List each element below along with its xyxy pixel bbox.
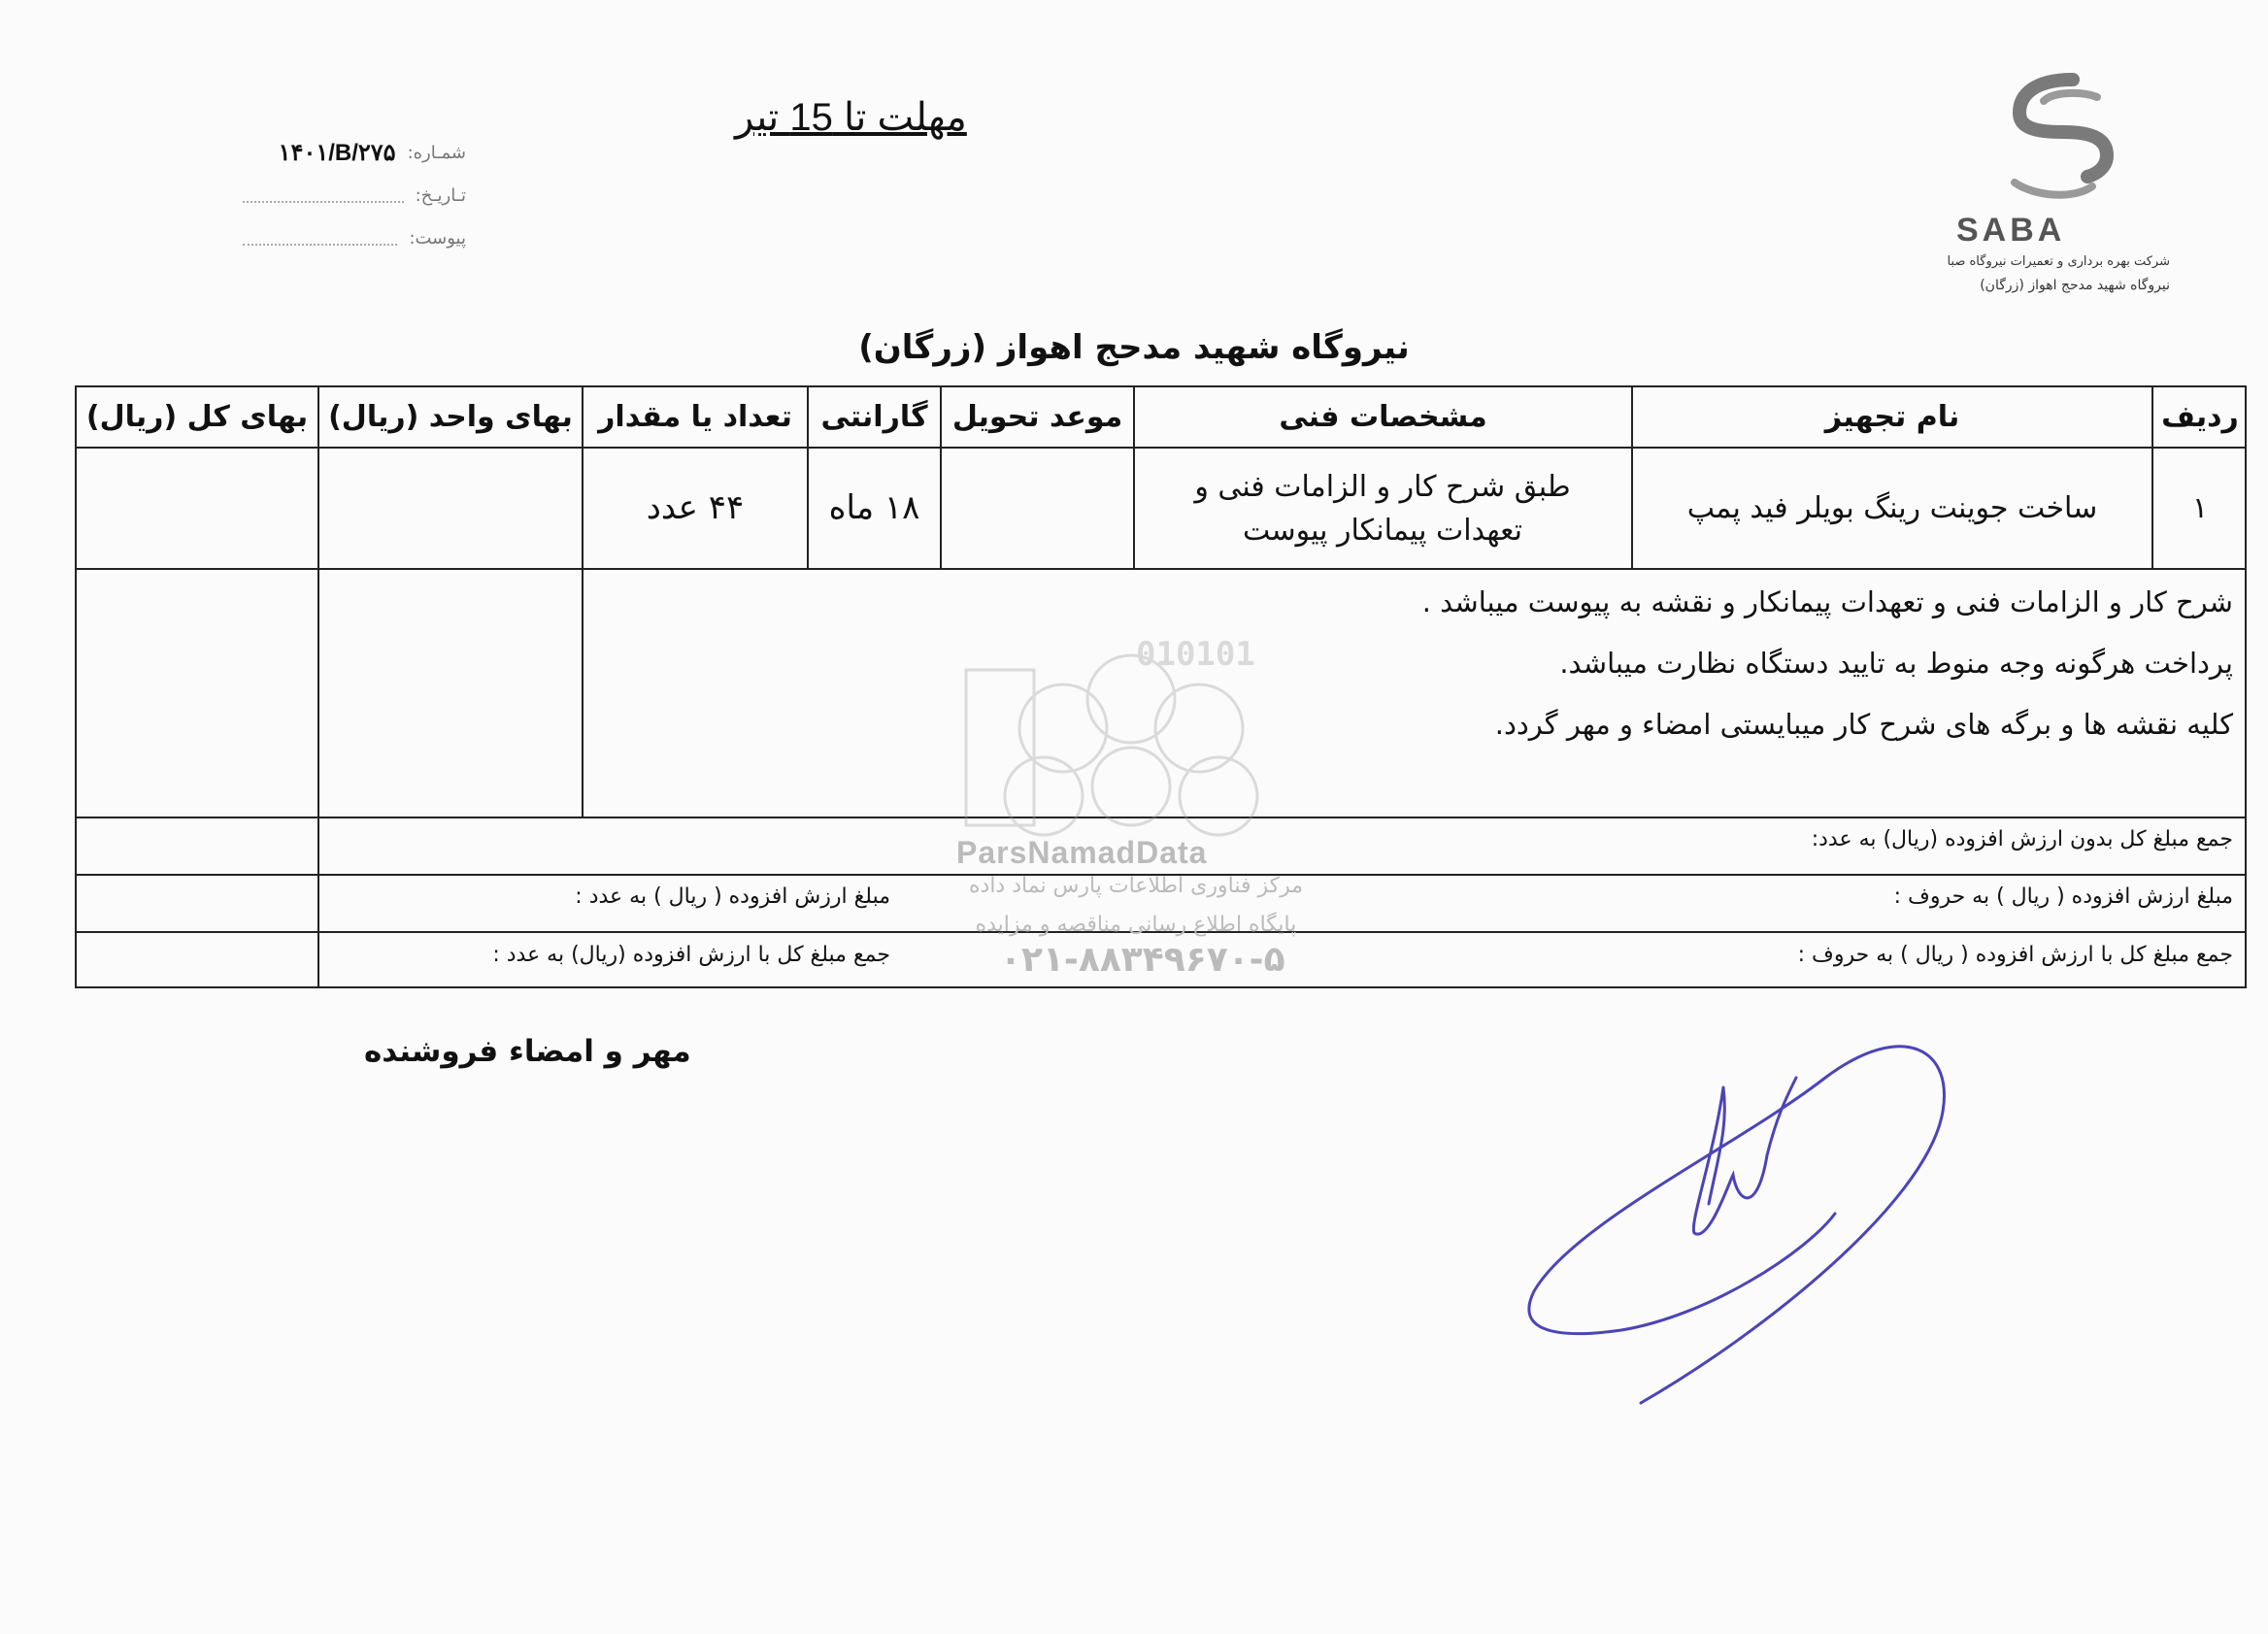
date-dotted-line (243, 187, 404, 203)
watermark-name: ParsNamadData (956, 835, 1208, 870)
sum-with-vat-words-label: جمع مبلغ کل با ارزش افزوده ( ریال ) به حروف : (1797, 943, 2233, 967)
notes-block (660, 572, 2233, 755)
logo-company-line: شرکت بهره برداری و تعمیرات نیروگاه صبا (1947, 254, 2170, 269)
cell-unit-price (319, 449, 582, 568)
company-logo (1927, 68, 2180, 301)
header-row-no: ردیف (2161, 400, 2239, 434)
header-total-price: بهای کل (ریال) (85, 400, 309, 434)
header-unit-price: بهای واحد (ریال) (328, 400, 573, 434)
attachment-dotted-line (243, 230, 397, 246)
logo-brand: SABA (1956, 212, 2066, 249)
date-row (223, 174, 466, 217)
date-label: تـاریـخ: (415, 184, 466, 206)
deadline-note: مهلت تا 15 تیر (735, 96, 967, 139)
note-line: پرداخت هرگونه وجه منوط به تایید دستگاه نظارت میباشد. (1559, 647, 2233, 680)
number-row (223, 131, 466, 174)
cell-total-price (77, 449, 317, 568)
cell-equipment: ساخت جوینت رینگ بویلر فید پمپ (1686, 491, 2098, 525)
watermark-line1: مرکز فناوری اطلاعات پارس نماد داده (969, 874, 1303, 898)
note-line: شرح کار و الزامات فنی و تعهدات پیمانکار و نقشه به پیوست میباشد . (1421, 585, 2233, 618)
cell-row-no: ۱ (2191, 491, 2209, 525)
logo-plant-line: نیروگاه شهید مدحج اهواز (زرگان) (1980, 278, 2170, 293)
seal-signature-label: مهر و امضاء فروشنده (364, 1034, 691, 1069)
attachment-label: پیوست: (409, 227, 466, 249)
notes-divider (77, 817, 2245, 818)
cell-specs: طبق شرح کار و الزامات فنی و تعهدات پیمانکار پیوست (1194, 469, 1571, 548)
letter-meta (223, 131, 466, 259)
sum-no-vat-numeric-label: جمع مبلغ کل بدون ارزش افزوده (ریال) به عدد: (1811, 827, 2233, 851)
cell-delivery (942, 449, 1133, 568)
header-delivery: موعد تحویل (951, 400, 1123, 434)
header-equipment: نام تجهیز (1824, 400, 1960, 434)
header-quantity: تعداد یا مقدار (598, 400, 792, 434)
header-warranty: گارانتی (820, 400, 928, 434)
page-title: نیروگاه شهید مدحج اهواز (زرگان) (858, 328, 1410, 367)
cell-warranty: ۱۸ ماه (828, 488, 920, 527)
number-value: ۱۴۰۱/B/۲۷۵ (278, 139, 396, 166)
attachment-row (223, 217, 466, 259)
handwritten-signature-icon (1515, 1010, 1981, 1417)
watermark-phone: ۰۲۱-۸۸۳۴۹۶۷۰-۵ (1000, 940, 1285, 980)
sum-with-vat-numeric-label: جمع مبلغ کل با ارزش افزوده (ریال) به عدد : (492, 943, 890, 967)
svg-text:010101: 010101 (1136, 635, 1255, 674)
vat-numeric-label: مبلغ ارزش افزوده ( ریال ) به عدد : (575, 884, 890, 909)
watermark-line2: پایگاه اطلاع رسانی مناقصه و مزایده (975, 913, 1297, 937)
number-label: شمـاره: (407, 142, 466, 163)
vat-words-label: مبلغ ارزش افزوده ( ریال ) به حروف : (1893, 884, 2233, 909)
saba-emblem-icon (1927, 68, 2180, 214)
header-specs: مشخصات فنی (1279, 400, 1487, 434)
cell-quantity: ۴۴ عدد (646, 488, 745, 527)
note-line: کلیه نقشه ها و برگه های شرح کار میبایستی امضاء و مهر گردد. (1494, 708, 2233, 741)
row-divider (77, 568, 2245, 570)
